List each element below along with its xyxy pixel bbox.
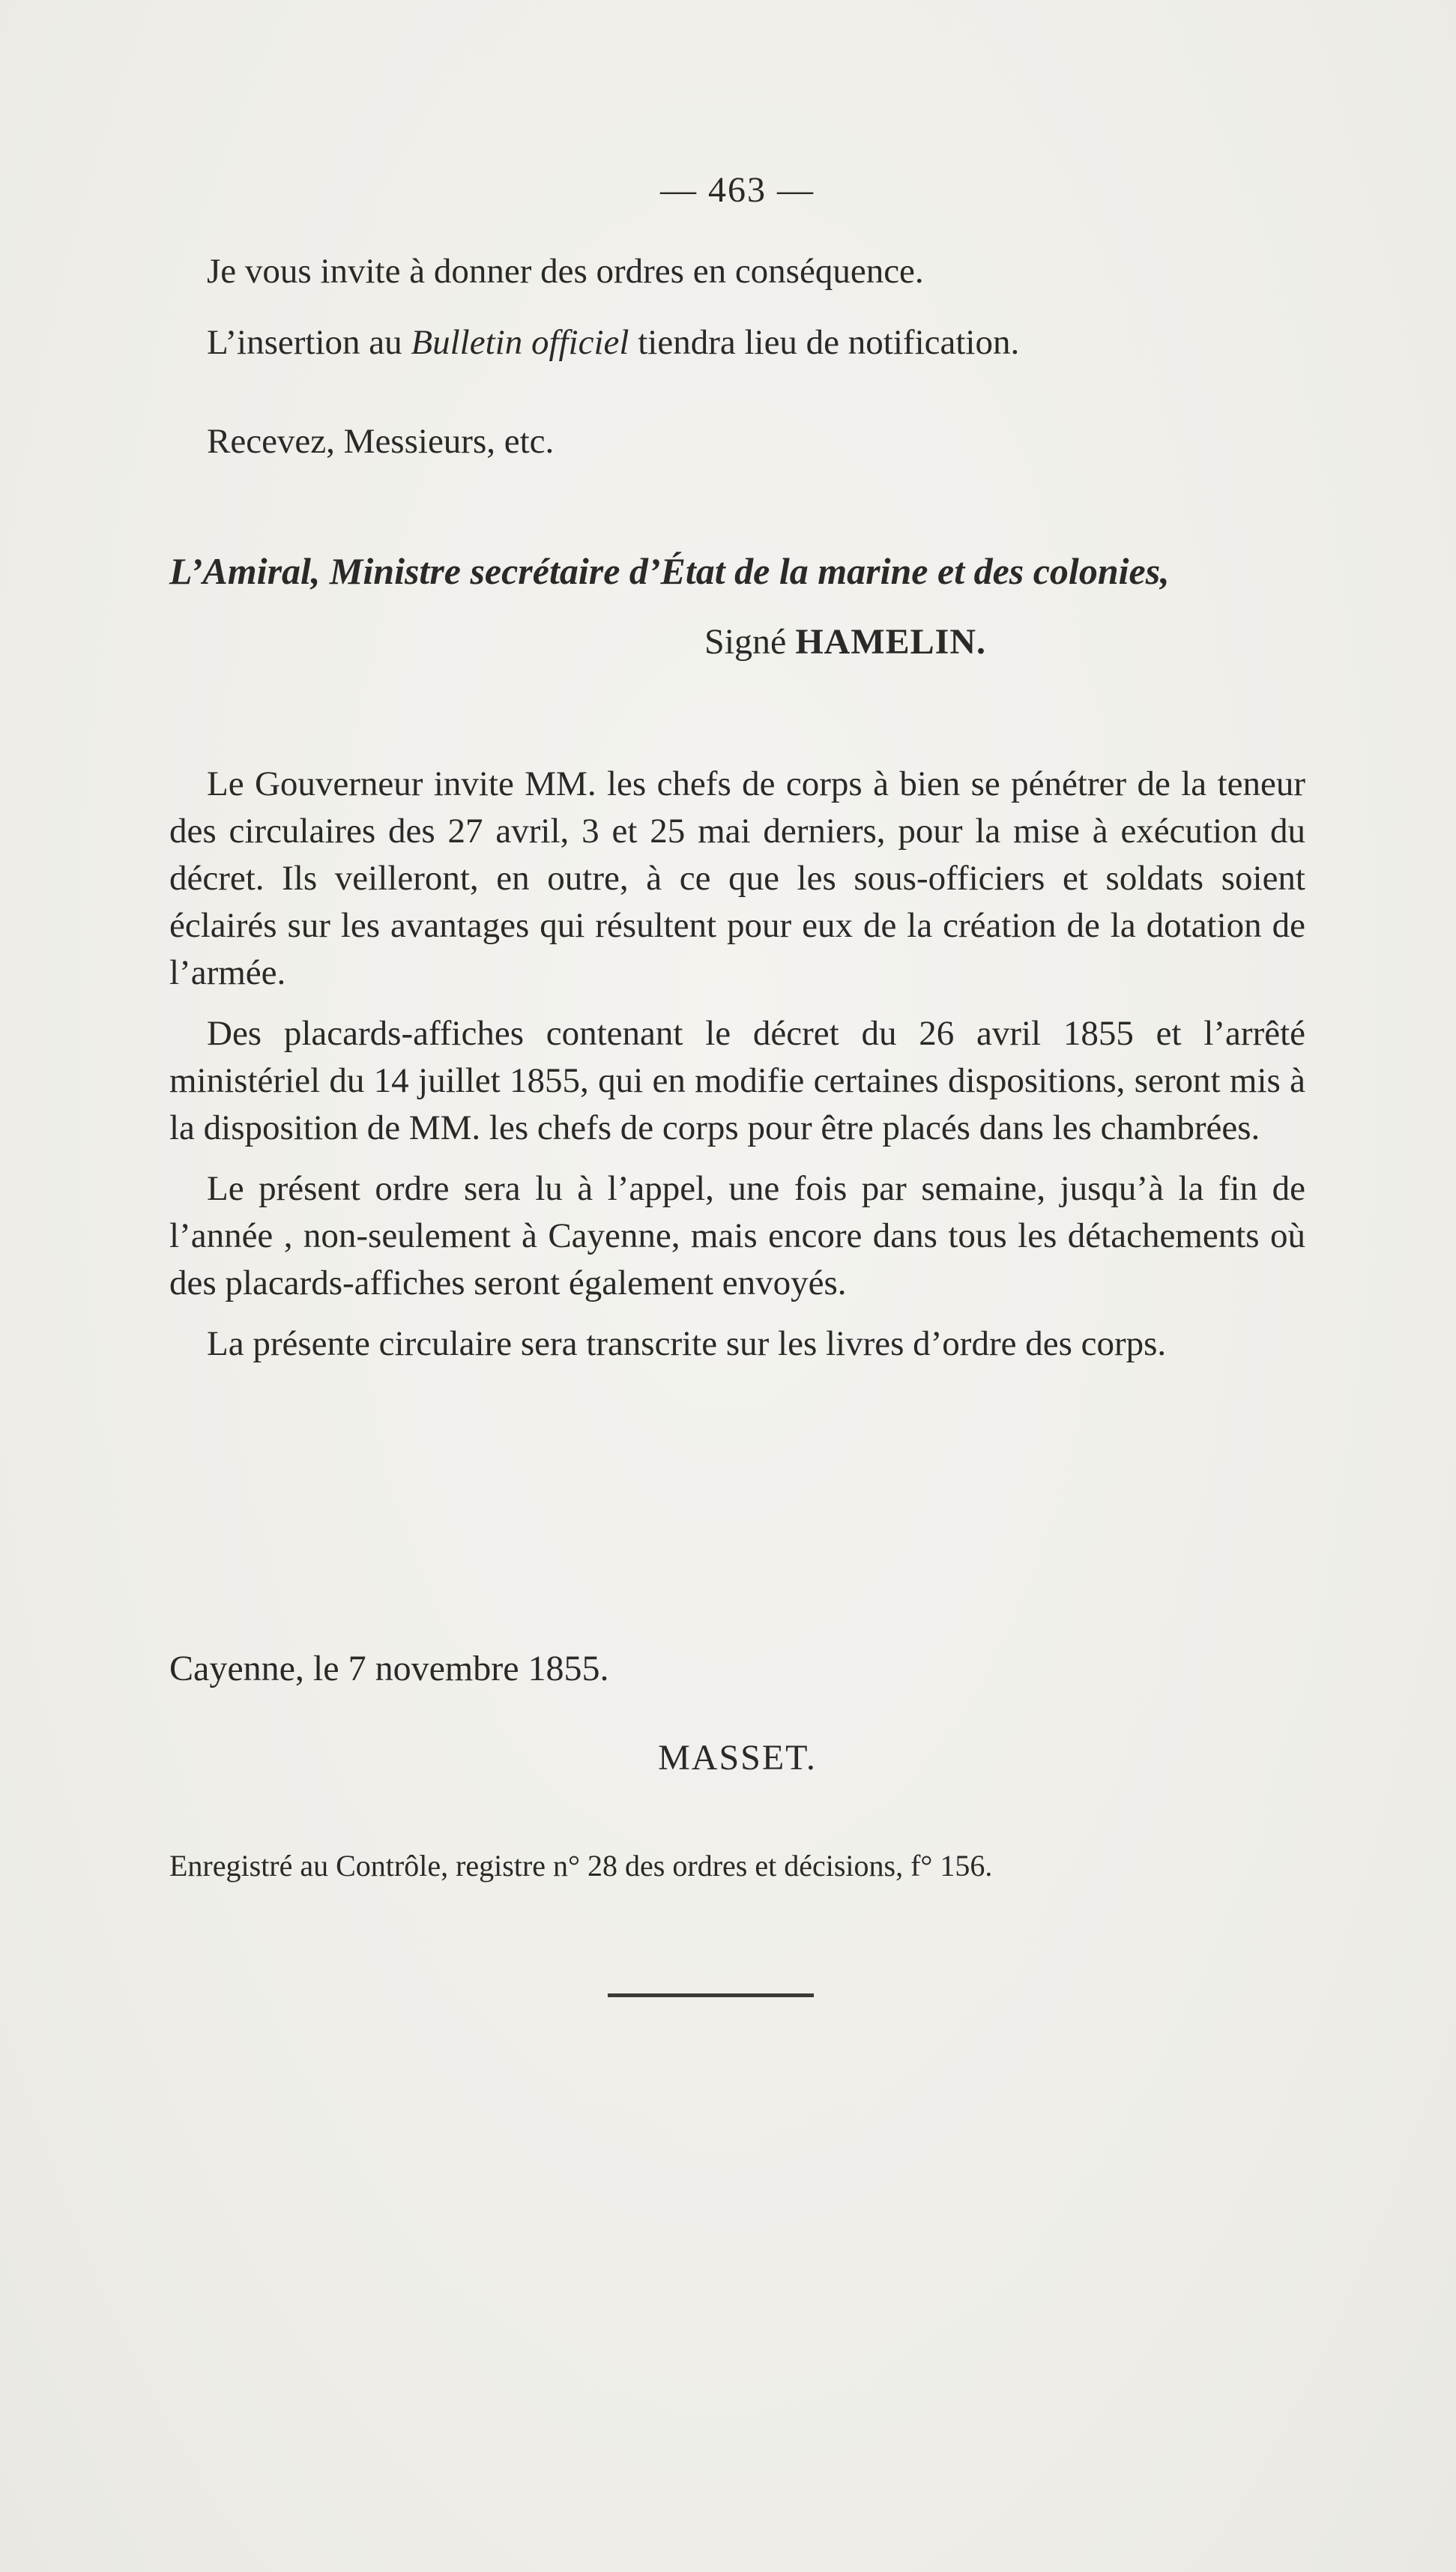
- opening-line-3: [169, 417, 1305, 465]
- signature-title: L’Amiral, Ministre secrétaire d’État de la marine et des colonies,: [169, 550, 1170, 592]
- page-number: — 463 —: [660, 170, 815, 210]
- signed-label: Signé: [704, 622, 796, 662]
- paragraph: La présente circulaire sera transcrite sur les livres d’ordre des corps.: [207, 1324, 1167, 1363]
- bulletin-officiel-title: Bulletin officiel: [411, 323, 629, 362]
- paragraph: Le Gouverneur invite MM. les chefs de corps à bien se pénétrer de la teneur des circulaires des 27 avril, 3 et 25 mai derniers, pour la mise à exécution du décret. Ils veilleront, en outre, à ce que les sous-officiers et soldats soient éclairés sur les avantages qui résultent pour eux de la création de la dotation de l’armée.: [169, 764, 1305, 992]
- opening-line-1: [169, 247, 1305, 295]
- paragraph: Le présent ordre sera lu à l’appel, une fois par semaine, jusqu’à la fin de l’année , non-seulement à Cayenne, mais encore dans tous les détachements où des placards-affiches seront également envoyés.: [169, 1169, 1305, 1302]
- date-line: Cayenne, le 7 novembre 1855.: [169, 1649, 609, 1688]
- signed-name: HAMELIN.: [795, 622, 987, 662]
- registry-note: Enregistré au Contrôle, registre n° 28 des ordres et décisions, f° 156.: [169, 1849, 993, 1883]
- closing-rule: [608, 1993, 814, 1997]
- signature-name-line: [704, 618, 986, 666]
- opening-line-2-pre: L’insertion au: [207, 323, 411, 362]
- opening-line-2: [169, 319, 1305, 366]
- paragraph: Des placards-affiches contenant le décret du 26 avril 1855 et l’arrêté ministériel du 14 juillet 1855, qui en modifie certaines dispositions, seront mis à la disposition de MM. les chefs de corps pour être placés dans les chambrées.: [169, 1014, 1305, 1147]
- body-paragraphs: [169, 761, 1305, 1381]
- opening-line-1-text: Je vous invite à donner des ordres en conséquence.: [207, 252, 924, 291]
- signatory-name: MASSET.: [658, 1738, 817, 1778]
- salutation-text: Recevez, Messieurs, etc.: [207, 422, 555, 461]
- opening-line-2-post: tiendra lieu de notification.: [629, 323, 1020, 362]
